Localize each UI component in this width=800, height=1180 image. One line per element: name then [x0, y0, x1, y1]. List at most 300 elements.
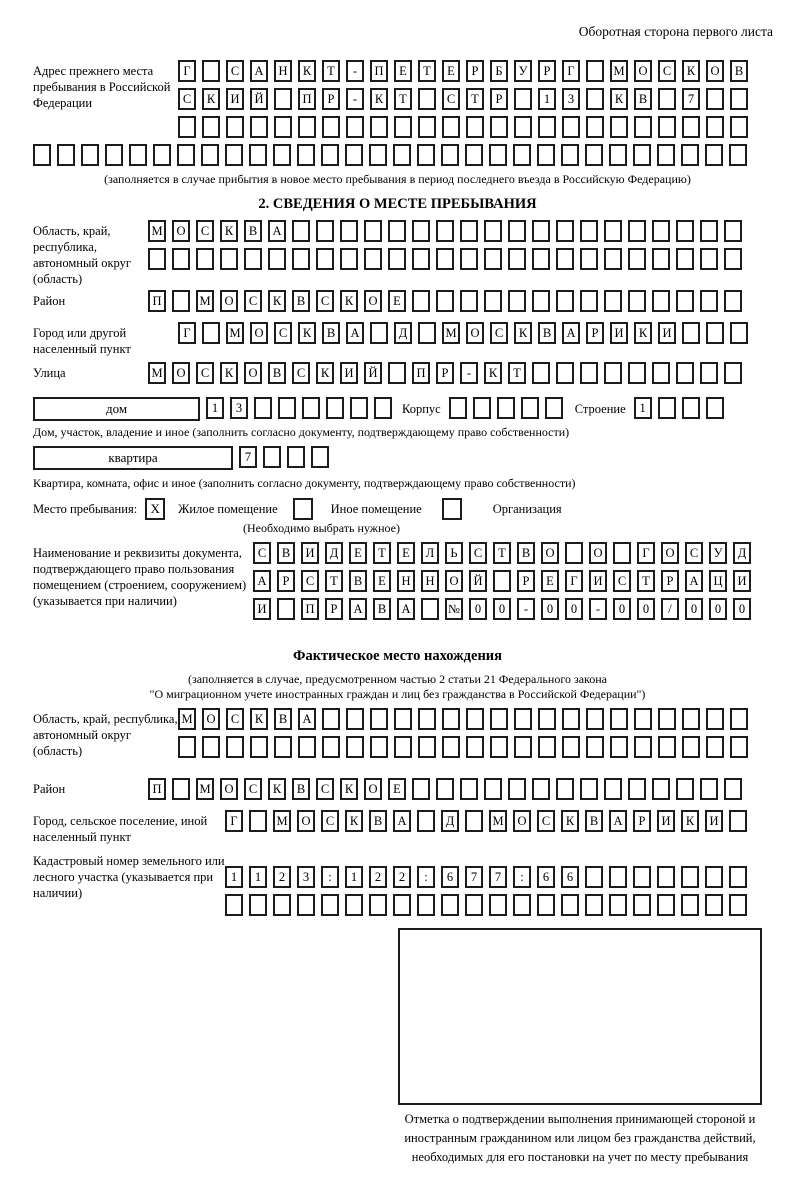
char-box[interactable] [33, 144, 51, 166]
char-box[interactable] [514, 736, 532, 758]
char-box[interactable]: К [316, 362, 334, 384]
char-box[interactable] [604, 248, 622, 270]
char-box[interactable] [658, 88, 676, 110]
stay-type-checkbox-residential[interactable]: X [145, 498, 165, 520]
char-box[interactable] [556, 220, 574, 242]
char-box[interactable] [57, 144, 75, 166]
char-box[interactable] [340, 248, 358, 270]
char-box[interactable]: С [253, 542, 271, 564]
char-box[interactable] [287, 446, 305, 468]
char-box[interactable] [254, 397, 272, 419]
char-box[interactable]: С [226, 708, 244, 730]
char-box[interactable]: Е [541, 570, 559, 592]
char-box[interactable]: В [292, 778, 310, 800]
char-box[interactable]: Й [469, 570, 487, 592]
char-box[interactable] [302, 397, 320, 419]
char-box[interactable]: П [370, 60, 388, 82]
char-box[interactable] [297, 144, 315, 166]
char-box[interactable]: К [268, 778, 286, 800]
char-box[interactable] [370, 116, 388, 138]
char-box[interactable]: П [298, 88, 316, 110]
char-box[interactable]: Ц [709, 570, 727, 592]
char-box[interactable] [724, 290, 742, 312]
char-box[interactable]: С [658, 60, 676, 82]
char-box[interactable]: О [364, 290, 382, 312]
char-box[interactable] [460, 220, 478, 242]
char-box[interactable]: И [340, 362, 358, 384]
char-box[interactable]: Д [325, 542, 343, 564]
char-box[interactable]: О [172, 362, 190, 384]
char-box[interactable]: О [202, 708, 220, 730]
char-box[interactable]: А [609, 810, 627, 832]
stay-type-checkbox-other-premises[interactable] [293, 498, 313, 520]
char-box[interactable]: - [517, 598, 535, 620]
char-box[interactable]: С [301, 570, 319, 592]
char-box[interactable] [729, 810, 747, 832]
char-box[interactable] [609, 894, 627, 916]
char-box[interactable]: М [442, 322, 460, 344]
char-box[interactable] [460, 248, 478, 270]
char-box[interactable] [729, 894, 747, 916]
char-box[interactable] [436, 220, 454, 242]
char-box[interactable] [388, 248, 406, 270]
char-box[interactable] [473, 397, 491, 419]
char-box[interactable]: В [349, 570, 367, 592]
char-box[interactable]: В [277, 542, 295, 564]
char-box[interactable] [412, 290, 430, 312]
char-box[interactable] [532, 362, 550, 384]
char-box[interactable]: 0 [685, 598, 703, 620]
char-box[interactable] [537, 894, 555, 916]
char-box[interactable] [628, 778, 646, 800]
char-box[interactable] [658, 116, 676, 138]
char-box[interactable] [658, 736, 676, 758]
char-box[interactable]: А [393, 810, 411, 832]
char-box[interactable]: К [370, 88, 388, 110]
char-box[interactable]: Г [637, 542, 655, 564]
char-box[interactable]: В [730, 60, 748, 82]
char-box[interactable]: В [274, 708, 292, 730]
char-box[interactable]: В [517, 542, 535, 564]
char-box[interactable] [586, 708, 604, 730]
char-box[interactable] [388, 220, 406, 242]
char-box[interactable]: О [220, 290, 238, 312]
char-box[interactable] [513, 144, 531, 166]
char-box[interactable] [148, 248, 166, 270]
char-box[interactable] [513, 894, 531, 916]
char-box[interactable] [545, 397, 563, 419]
char-box[interactable] [350, 397, 368, 419]
char-box[interactable] [676, 290, 694, 312]
char-box[interactable] [292, 248, 310, 270]
char-box[interactable] [628, 362, 646, 384]
char-box[interactable] [706, 397, 724, 419]
char-box[interactable]: В [268, 362, 286, 384]
char-box[interactable]: С [316, 290, 334, 312]
char-box[interactable] [532, 290, 550, 312]
char-box[interactable]: 7 [465, 866, 483, 888]
char-box[interactable]: 3 [297, 866, 315, 888]
char-box[interactable] [700, 778, 718, 800]
char-box[interactable]: 6 [441, 866, 459, 888]
char-box[interactable]: О [250, 322, 268, 344]
char-box[interactable]: С [178, 88, 196, 110]
char-box[interactable] [676, 248, 694, 270]
char-box[interactable] [652, 778, 670, 800]
char-box[interactable] [604, 778, 622, 800]
char-box[interactable]: М [226, 322, 244, 344]
char-box[interactable] [436, 248, 454, 270]
char-box[interactable] [172, 248, 190, 270]
char-box[interactable] [370, 736, 388, 758]
char-box[interactable]: И [658, 322, 676, 344]
char-box[interactable] [153, 144, 171, 166]
char-box[interactable]: С [274, 322, 292, 344]
char-box[interactable]: Р [277, 570, 295, 592]
char-box[interactable] [532, 248, 550, 270]
char-box[interactable]: С [244, 290, 262, 312]
char-box[interactable]: К [484, 362, 502, 384]
char-box[interactable]: 3 [230, 397, 248, 419]
char-box[interactable] [417, 144, 435, 166]
char-box[interactable] [706, 116, 724, 138]
char-box[interactable] [681, 144, 699, 166]
char-box[interactable] [532, 220, 550, 242]
char-box[interactable] [311, 446, 329, 468]
char-box[interactable]: О [466, 322, 484, 344]
char-box[interactable]: К [220, 362, 238, 384]
char-box[interactable] [634, 116, 652, 138]
char-box[interactable] [538, 708, 556, 730]
char-box[interactable] [682, 116, 700, 138]
char-box[interactable] [585, 894, 603, 916]
char-box[interactable]: К [298, 322, 316, 344]
char-box[interactable] [537, 144, 555, 166]
char-box[interactable]: К [250, 708, 268, 730]
char-box[interactable]: С [292, 362, 310, 384]
char-box[interactable]: М [273, 810, 291, 832]
char-box[interactable] [418, 88, 436, 110]
char-box[interactable]: В [634, 88, 652, 110]
char-box[interactable]: И [733, 570, 751, 592]
char-box[interactable] [298, 116, 316, 138]
char-box[interactable] [657, 866, 675, 888]
char-box[interactable]: Т [493, 542, 511, 564]
char-box[interactable]: 1 [345, 866, 363, 888]
char-box[interactable]: Р [633, 810, 651, 832]
char-box[interactable] [340, 220, 358, 242]
char-box[interactable]: Е [442, 60, 460, 82]
char-box[interactable] [172, 290, 190, 312]
char-box[interactable] [449, 397, 467, 419]
char-box[interactable]: 0 [709, 598, 727, 620]
char-box[interactable] [562, 116, 580, 138]
char-box[interactable] [604, 220, 622, 242]
char-box[interactable] [700, 248, 718, 270]
char-box[interactable] [730, 88, 748, 110]
char-box[interactable]: Е [388, 778, 406, 800]
char-box[interactable]: Д [733, 542, 751, 564]
char-box[interactable] [466, 116, 484, 138]
char-box[interactable] [418, 708, 436, 730]
char-box[interactable] [729, 144, 747, 166]
char-box[interactable]: А [349, 598, 367, 620]
char-box[interactable]: - [346, 88, 364, 110]
char-box[interactable] [493, 570, 511, 592]
char-box[interactable] [484, 248, 502, 270]
char-box[interactable] [273, 144, 291, 166]
char-box[interactable] [508, 778, 526, 800]
char-box[interactable] [652, 220, 670, 242]
char-box[interactable]: И [610, 322, 628, 344]
char-box[interactable] [706, 88, 724, 110]
char-box[interactable] [706, 322, 724, 344]
char-box[interactable]: К [610, 88, 628, 110]
char-box[interactable]: К [340, 290, 358, 312]
char-box[interactable]: 6 [561, 866, 579, 888]
char-box[interactable]: Н [274, 60, 292, 82]
char-box[interactable]: М [196, 778, 214, 800]
char-box[interactable]: 0 [613, 598, 631, 620]
char-box[interactable] [201, 144, 219, 166]
char-box[interactable] [609, 144, 627, 166]
char-box[interactable] [610, 116, 628, 138]
char-box[interactable]: О [172, 220, 190, 242]
char-box[interactable] [700, 362, 718, 384]
char-box[interactable] [249, 144, 267, 166]
char-box[interactable]: Т [637, 570, 655, 592]
char-box[interactable]: К [220, 220, 238, 242]
char-box[interactable] [202, 322, 220, 344]
char-box[interactable] [225, 894, 243, 916]
char-box[interactable] [273, 894, 291, 916]
char-box[interactable] [562, 736, 580, 758]
char-box[interactable] [418, 736, 436, 758]
char-box[interactable]: П [148, 290, 166, 312]
char-box[interactable] [364, 248, 382, 270]
char-box[interactable] [274, 736, 292, 758]
char-box[interactable] [586, 736, 604, 758]
char-box[interactable] [436, 778, 454, 800]
char-box[interactable] [249, 810, 267, 832]
char-box[interactable] [585, 144, 603, 166]
char-box[interactable] [172, 778, 190, 800]
char-box[interactable]: И [589, 570, 607, 592]
char-box[interactable] [418, 322, 436, 344]
char-box[interactable] [490, 736, 508, 758]
char-box[interactable]: Р [538, 60, 556, 82]
char-box[interactable] [202, 736, 220, 758]
char-box[interactable]: И [301, 542, 319, 564]
char-box[interactable]: У [709, 542, 727, 564]
char-box[interactable] [466, 708, 484, 730]
char-box[interactable]: 1 [634, 397, 652, 419]
char-box[interactable] [565, 542, 583, 564]
char-box[interactable]: О [297, 810, 315, 832]
char-box[interactable]: У [514, 60, 532, 82]
char-box[interactable] [706, 736, 724, 758]
char-box[interactable]: М [196, 290, 214, 312]
char-box[interactable] [370, 322, 388, 344]
char-box[interactable] [580, 248, 598, 270]
char-box[interactable] [369, 144, 387, 166]
char-box[interactable]: К [561, 810, 579, 832]
char-box[interactable] [521, 397, 539, 419]
char-box[interactable]: Р [661, 570, 679, 592]
char-box[interactable] [562, 708, 580, 730]
char-box[interactable] [508, 290, 526, 312]
char-box[interactable] [277, 598, 295, 620]
char-box[interactable] [442, 116, 460, 138]
char-box[interactable]: Т [508, 362, 526, 384]
char-box[interactable] [202, 60, 220, 82]
char-box[interactable] [226, 116, 244, 138]
char-box[interactable] [628, 220, 646, 242]
char-box[interactable]: С [469, 542, 487, 564]
char-box[interactable] [556, 778, 574, 800]
char-box[interactable] [412, 778, 430, 800]
char-box[interactable] [586, 116, 604, 138]
char-box[interactable]: С [196, 362, 214, 384]
char-box[interactable]: 0 [733, 598, 751, 620]
char-box[interactable]: К [202, 88, 220, 110]
char-box[interactable] [729, 866, 747, 888]
char-box[interactable] [561, 894, 579, 916]
char-box[interactable] [580, 220, 598, 242]
char-box[interactable] [724, 248, 742, 270]
char-box[interactable]: Е [388, 290, 406, 312]
char-box[interactable]: К [514, 322, 532, 344]
char-box[interactable]: И [226, 88, 244, 110]
char-box[interactable]: Г [565, 570, 583, 592]
char-box[interactable] [705, 866, 723, 888]
char-box[interactable] [105, 144, 123, 166]
char-box[interactable]: М [148, 220, 166, 242]
char-box[interactable]: 6 [537, 866, 555, 888]
char-box[interactable]: К [682, 60, 700, 82]
char-box[interactable]: И [705, 810, 723, 832]
char-box[interactable] [346, 736, 364, 758]
char-box[interactable] [484, 290, 502, 312]
char-box[interactable]: Т [466, 88, 484, 110]
char-box[interactable] [226, 736, 244, 758]
char-box[interactable] [418, 116, 436, 138]
char-box[interactable] [436, 290, 454, 312]
char-box[interactable]: Е [397, 542, 415, 564]
char-box[interactable] [676, 778, 694, 800]
char-box[interactable]: С [244, 778, 262, 800]
char-box[interactable] [421, 598, 439, 620]
char-box[interactable]: Г [562, 60, 580, 82]
char-box[interactable] [604, 290, 622, 312]
char-box[interactable]: 0 [637, 598, 655, 620]
char-box[interactable] [556, 290, 574, 312]
char-box[interactable] [465, 810, 483, 832]
char-box[interactable] [417, 894, 435, 916]
char-box[interactable]: С [226, 60, 244, 82]
char-box[interactable] [369, 894, 387, 916]
char-box[interactable] [705, 894, 723, 916]
char-box[interactable]: Н [421, 570, 439, 592]
char-box[interactable] [412, 248, 430, 270]
char-box[interactable]: П [412, 362, 430, 384]
char-box[interactable] [634, 708, 652, 730]
char-box[interactable]: 7 [239, 446, 257, 468]
char-box[interactable] [441, 144, 459, 166]
char-box[interactable] [490, 708, 508, 730]
char-box[interactable] [321, 144, 339, 166]
char-box[interactable] [682, 322, 700, 344]
char-box[interactable] [609, 866, 627, 888]
char-box[interactable] [466, 736, 484, 758]
char-box[interactable]: К [298, 60, 316, 82]
char-box[interactable]: О [445, 570, 463, 592]
char-box[interactable] [249, 894, 267, 916]
char-box[interactable] [633, 894, 651, 916]
char-box[interactable] [532, 778, 550, 800]
char-box[interactable] [412, 220, 430, 242]
char-box[interactable] [441, 894, 459, 916]
char-box[interactable]: 7 [489, 866, 507, 888]
char-box[interactable] [225, 144, 243, 166]
char-box[interactable] [730, 116, 748, 138]
char-box[interactable] [556, 248, 574, 270]
char-box[interactable]: О [661, 542, 679, 564]
char-box[interactable]: М [148, 362, 166, 384]
char-box[interactable] [676, 220, 694, 242]
char-box[interactable] [394, 708, 412, 730]
char-box[interactable]: Р [436, 362, 454, 384]
char-box[interactable] [556, 362, 574, 384]
char-box[interactable] [628, 290, 646, 312]
char-box[interactable]: С [685, 542, 703, 564]
char-box[interactable] [326, 397, 344, 419]
char-box[interactable] [129, 144, 147, 166]
char-box[interactable] [508, 248, 526, 270]
char-box[interactable] [442, 708, 460, 730]
char-box[interactable] [278, 397, 296, 419]
char-box[interactable]: № [445, 598, 463, 620]
char-box[interactable]: Р [586, 322, 604, 344]
char-box[interactable] [345, 144, 363, 166]
char-box[interactable]: 1 [538, 88, 556, 110]
char-box[interactable] [681, 894, 699, 916]
char-box[interactable] [220, 248, 238, 270]
char-box[interactable]: 3 [562, 88, 580, 110]
char-box[interactable]: 0 [469, 598, 487, 620]
char-box[interactable] [538, 116, 556, 138]
char-box[interactable]: 7 [682, 88, 700, 110]
char-box[interactable] [274, 88, 292, 110]
char-box[interactable]: Н [397, 570, 415, 592]
char-box[interactable] [730, 736, 748, 758]
char-box[interactable] [178, 116, 196, 138]
char-box[interactable]: С [196, 220, 214, 242]
char-box[interactable] [274, 116, 292, 138]
char-box[interactable] [388, 362, 406, 384]
char-box[interactable]: В [538, 322, 556, 344]
char-box[interactable]: Е [349, 542, 367, 564]
char-box[interactable]: В [244, 220, 262, 242]
char-box[interactable]: О [220, 778, 238, 800]
char-box[interactable] [652, 248, 670, 270]
char-box[interactable]: П [301, 598, 319, 620]
char-box[interactable]: О [513, 810, 531, 832]
char-box[interactable] [586, 60, 604, 82]
char-box[interactable] [610, 736, 628, 758]
char-box[interactable]: С [442, 88, 460, 110]
char-box[interactable]: К [268, 290, 286, 312]
